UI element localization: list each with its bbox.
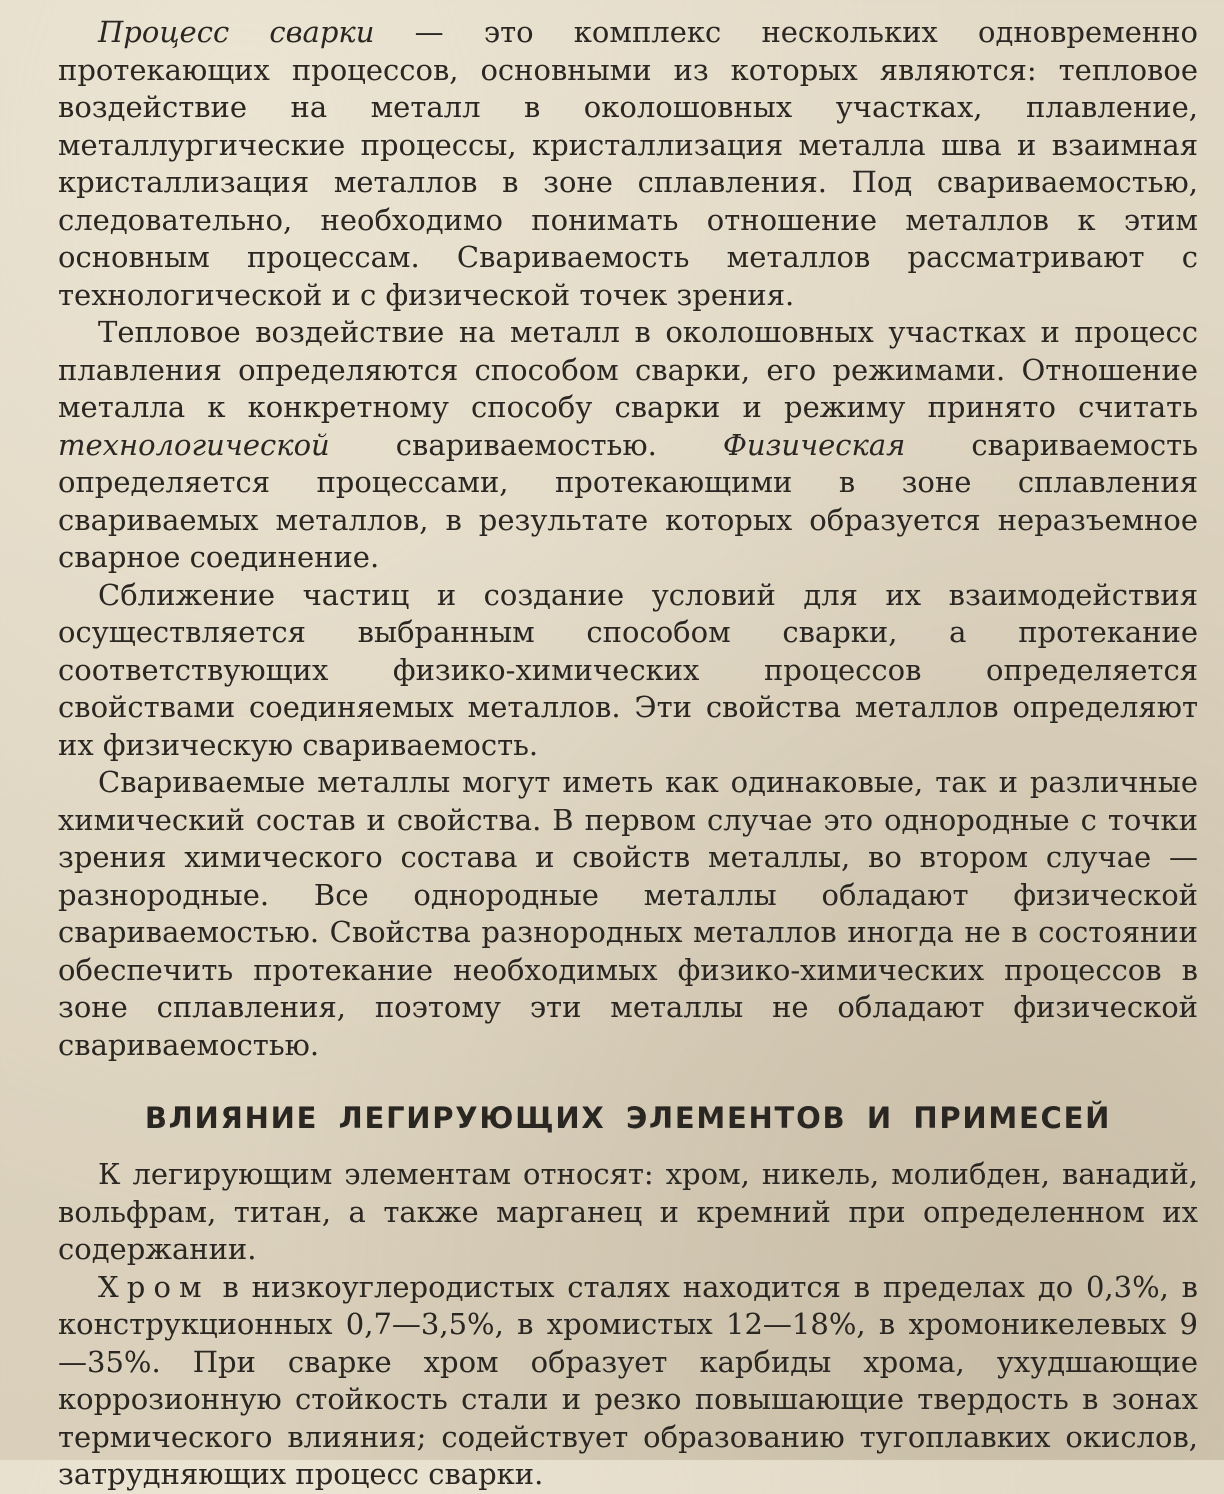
paragraph-text: в низкоуглеродистых сталях находится в пределах до 0,3%, в конструкционных 0,7—3,5%, в хромистых 12—18%, в хромоникелевых 9—35%. При сварке хром образует карбиды хрома, ухудшающие коррозионную стойкость стали и резко повышающие твердость в зонах термического влияния; содействует образованию тугоплавких окислов, затрудняющих процесс сварки. [58,1269,1198,1491]
term-technological: технологической [58,427,330,462]
paragraph-text: Тепловое воздействие на металл в околошовных участках и процесс плавления определяются способом сварки, его режимами. Отношение металла к конкретному способу сварки и режиму принято считать [58,315,1198,424]
paragraph-text: — это комплекс нескольких одновременно протекающих процессов, основными из которых являются: тепловое воздействие на металл в околошовных участках, плавление, металлургические процессы, кристаллизация металла шва и взаимная кристаллизация металлов в зоне сплавления. Под свариваемостью, следовательно, необходимо понимать отношение металлов к этим основным процессам. Свариваемость металлов рассматривают с технологической и с физической точек зрения. [58,15,1198,312]
paragraph-alloying-elements [58,1156,1198,1269]
paragraph-welding-process [58,14,1198,314]
paragraph-text: свариваемостью. [329,427,723,462]
paragraph-welded-metals [58,764,1198,1064]
term-welding-process: Процесс сварки [98,15,375,49]
paragraph-thermal-impact [58,314,1198,577]
paragraph-text: свариваемость определяется процессами, протекающими в зоне сплавления свариваемых металлов, в результате которых образуется неразъемное сварное соединение. [58,427,1198,574]
term-chromium: Хром [98,1269,210,1304]
paragraph-text: Сближение частиц и создание условий для их взаимодействия осуществляется выбранным способом сварки, а протекание соответствующих физико-химических процессов определяется свойствами соединяемых металлов. Эти свойства металлов определяют их физическую свариваемость. [58,577,1198,762]
paragraph-particle-approach [58,577,1198,765]
term-physical: Физическая [722,427,906,462]
section-heading: ВЛИЯНИЕ ЛЕГИРУЮЩИХ ЭЛЕМЕНТОВ И ПРИМЕСЕЙ [144,1101,1112,1135]
paragraph-text: К легирующим элементам относят: хром, никель, молибден, ванадий, вольфрам, титан, а также марганец и кремний при определенном их содержании. [58,1157,1198,1266]
paragraph-text: Свариваемые металлы могут иметь как одинаковые, так и различные химический состав и свойства. В первом случае это однородные с точки зрения химического состава и свойств металлы, во втором случае — разнородные. Все однородные металлы обладают физической свариваемостью. Свойства разнородных металлов иногда не в состоянии обеспечить протекание необходимых физико-химических процессов в зоне сплавления, поэтому эти металлы не обладают физической свариваемостью. [58,765,1198,1062]
